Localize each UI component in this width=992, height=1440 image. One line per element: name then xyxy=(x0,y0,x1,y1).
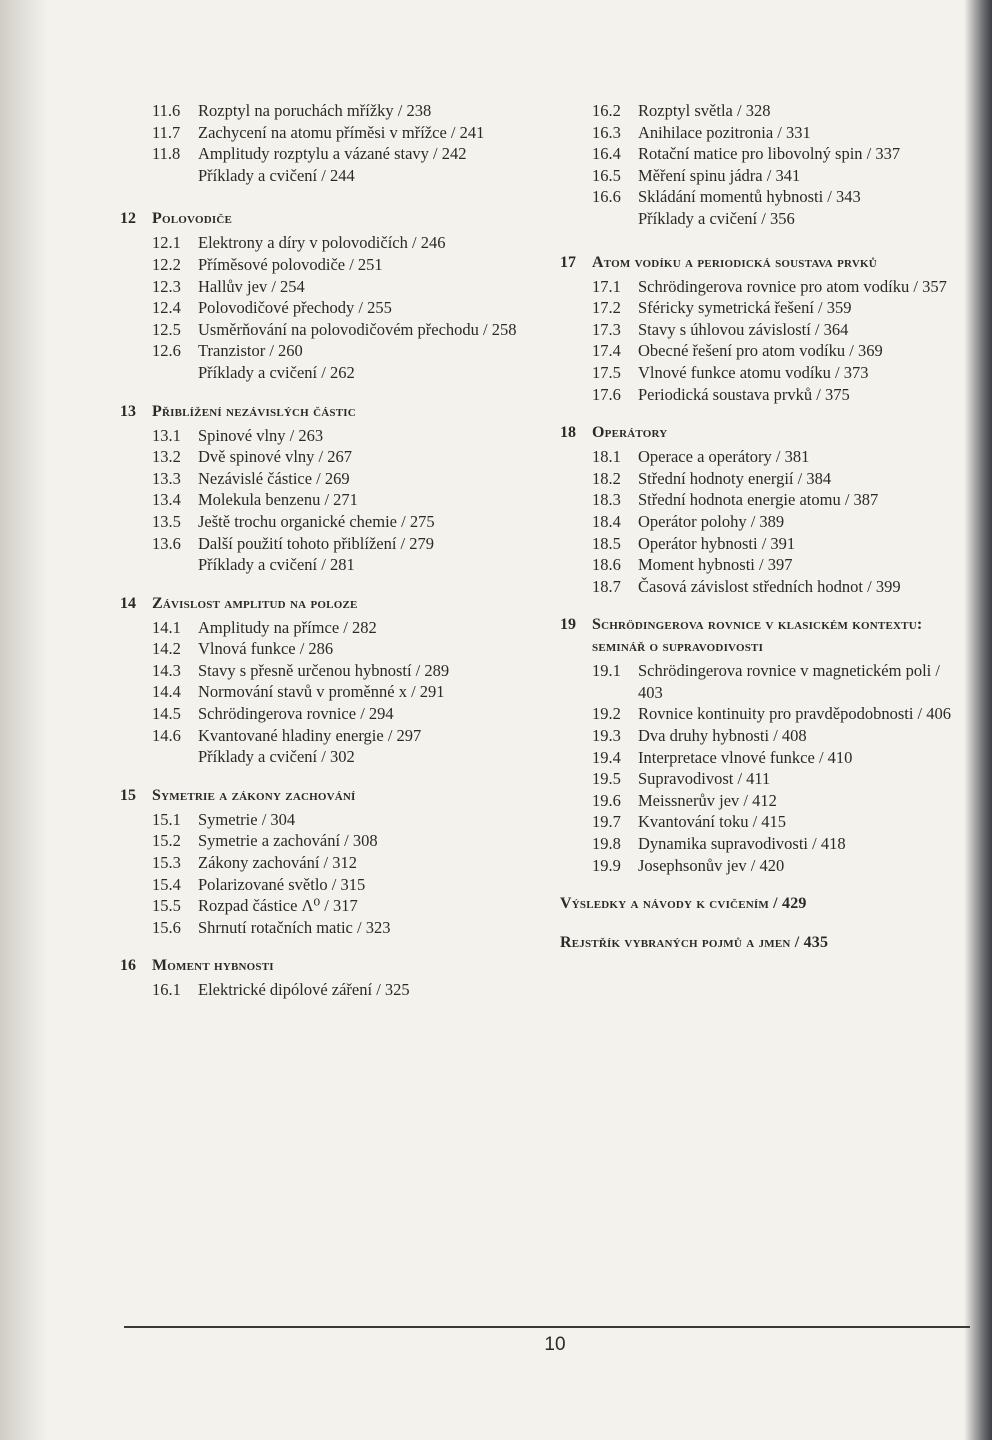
section-title: Rozpad částice Λ⁰ / 317 xyxy=(198,896,358,916)
toc-entry xyxy=(120,297,550,319)
chapter-heading xyxy=(560,932,960,954)
toc-entry xyxy=(120,446,550,468)
toc-entry xyxy=(120,100,550,122)
section-number: 15.2 xyxy=(152,831,181,851)
chapter-title: Rejstřík vybraných pojmů a jmen / 435 xyxy=(560,934,829,952)
section-number: 18.3 xyxy=(592,490,621,510)
section-number: 12.2 xyxy=(152,254,181,274)
section-number: 18.5 xyxy=(592,533,621,553)
chapter-title: Moment hybnosti xyxy=(152,957,274,975)
section-number: 17.4 xyxy=(592,341,621,361)
section-number: 16.6 xyxy=(592,187,621,207)
section-number: 13.2 xyxy=(152,447,181,467)
toc-entry xyxy=(120,809,550,831)
section-number: 19.8 xyxy=(592,834,621,854)
section-number: 12.5 xyxy=(152,319,181,339)
section-title: Operace a operátory / 381 xyxy=(638,447,810,467)
toc-entry xyxy=(560,122,960,144)
section-title: Periodická soustava prvků / 375 xyxy=(638,384,850,404)
section-title: Operátor polohy / 389 xyxy=(638,511,785,531)
section-number: 19.5 xyxy=(592,769,621,789)
section-title: Vlnové funkce atomu vodíku / 373 xyxy=(638,362,869,382)
chapter-title: Přiblížení nezávislých částic xyxy=(152,402,356,420)
toc-entry xyxy=(560,446,960,468)
section-number: 17.1 xyxy=(592,276,621,296)
toc-entry xyxy=(120,703,550,725)
section-title: Polovodičové přechody / 255 xyxy=(198,298,392,318)
toc-entry xyxy=(120,638,550,660)
section-number: 13.6 xyxy=(152,533,181,553)
section-title: Rozptyl světla / 328 xyxy=(638,101,771,120)
section-title: Nezávislé částice / 269 xyxy=(198,468,350,488)
examples-entry: Příklady a cvičení / 244 xyxy=(198,165,355,185)
toc-entry xyxy=(560,100,960,122)
section-number: 18.6 xyxy=(592,555,621,575)
section-title: Normování stavů v proměnné x / 291 xyxy=(198,682,445,702)
toc-entry xyxy=(120,533,550,555)
footer-rule xyxy=(124,1326,970,1328)
section-title: Vlnová funkce / 286 xyxy=(198,639,334,659)
section-title: Symetrie a zachování / 308 xyxy=(198,831,378,851)
chapter-heading xyxy=(560,893,960,915)
toc-entry xyxy=(120,660,550,682)
section-title: Amplitudy na přímce / 282 xyxy=(198,617,377,637)
page-right-fold xyxy=(964,0,992,1440)
toc-entry xyxy=(560,554,960,576)
section-number: 18.4 xyxy=(592,511,621,531)
toc-entry xyxy=(560,725,960,747)
section-title: Interpretace vlnové funkce / 410 xyxy=(638,747,853,767)
chapter-number: 13 xyxy=(120,402,136,420)
section-number: 18.2 xyxy=(592,468,621,488)
toc-entry xyxy=(120,468,550,490)
toc-entry xyxy=(560,855,960,877)
section-number: 19.3 xyxy=(592,726,621,746)
section-number: 19.4 xyxy=(592,747,621,767)
section-number: 12.3 xyxy=(152,276,181,296)
toc-entry xyxy=(120,979,550,1001)
section-title: Elektrony a díry v polovodičích / 246 xyxy=(198,233,446,253)
toc-chapter xyxy=(560,893,960,915)
toc-entry xyxy=(120,617,550,639)
section-number: 14.2 xyxy=(152,639,181,659)
toc-entry xyxy=(120,340,550,362)
chapter-title: Symetrie a zákony zachování xyxy=(152,786,356,804)
section-number: 18.1 xyxy=(592,447,621,467)
section-number: 18.7 xyxy=(592,576,621,596)
toc-entry xyxy=(560,747,960,769)
toc-entry xyxy=(560,340,960,362)
section-number: 17.5 xyxy=(592,362,621,382)
chapter-number: 16 xyxy=(120,957,136,975)
section-title: Měření spinu jádra / 341 xyxy=(638,165,801,185)
chapter-number: 12 xyxy=(120,210,136,228)
section-title: Schrödingerova rovnice pro atom vodíku / 357 xyxy=(638,276,947,296)
section-number: 16.1 xyxy=(152,980,181,1000)
section-number: 16.4 xyxy=(592,144,621,164)
toc-entry xyxy=(120,830,550,852)
section-title: Časová závislost středních hodnot / 399 xyxy=(638,576,901,596)
section-title: Zachycení na atomu příměsi v mřížce / 241 xyxy=(198,122,485,142)
section-title: Střední hodnota energie atomu / 387 xyxy=(638,490,879,510)
toc-entry xyxy=(560,511,960,533)
examples-entry: Příklady a cvičení / 302 xyxy=(198,747,355,767)
section-title: Supravodivost / 411 xyxy=(638,769,771,789)
section-title: Sféricky symetrická řešení / 359 xyxy=(638,298,852,318)
section-title: Kvantované hladiny energie / 297 xyxy=(198,725,422,745)
section-title: Ještě trochu organické chemie / 275 xyxy=(198,511,435,531)
section-title: Tranzistor / 260 xyxy=(198,341,303,361)
toc-entry xyxy=(560,319,960,341)
toc-entry xyxy=(120,725,550,747)
toc-entry xyxy=(560,660,960,703)
section-title: Dvě spinové vlny / 267 xyxy=(198,447,352,467)
section-title: Elektrické dipólové záření / 325 xyxy=(198,980,410,1000)
chapter-number: 18 xyxy=(560,424,576,442)
chapter-heading xyxy=(560,252,960,274)
section-number: 11.8 xyxy=(152,144,181,164)
section-number: 12.6 xyxy=(152,341,181,361)
section-title: Moment hybnosti / 397 xyxy=(638,555,793,575)
toc-entry xyxy=(560,768,960,790)
chapter-heading xyxy=(120,401,550,423)
toc-chapter xyxy=(120,955,550,1001)
chapter-number: 19 xyxy=(560,616,576,634)
section-title: Amplitudy rozptylu a vázané stavy / 242 xyxy=(198,144,467,164)
section-number: 15.1 xyxy=(152,809,181,829)
toc-chapter xyxy=(560,422,960,597)
section-number: 15.3 xyxy=(152,853,181,873)
section-title: Zákony zachování / 312 xyxy=(198,853,357,873)
chapter-number: 17 xyxy=(560,253,576,271)
toc-right-column xyxy=(560,100,960,971)
chapter-title: Závislost amplitud na poloze xyxy=(152,594,358,612)
chapter-heading xyxy=(120,955,550,977)
toc-chapter xyxy=(120,593,550,768)
toc-entry xyxy=(120,254,550,276)
section-number: 13.5 xyxy=(152,511,181,531)
section-title: Schrödingerova rovnice / 294 xyxy=(198,704,394,724)
toc-entry xyxy=(560,833,960,855)
toc-entry xyxy=(560,362,960,384)
section-number: 19.6 xyxy=(592,790,621,810)
toc-entry xyxy=(560,811,960,833)
toc-entry xyxy=(560,143,960,165)
section-title: Kvantování toku / 415 xyxy=(638,812,787,832)
section-number: 12.1 xyxy=(152,233,181,253)
toc-entry xyxy=(120,143,550,165)
section-title: Dynamika supravodivosti / 418 xyxy=(638,834,846,854)
examples-entry: Příklady a cvičení / 356 xyxy=(638,208,795,228)
section-title: Polarizované světlo / 315 xyxy=(198,874,366,894)
section-title: Obecné řešení pro atom vodíku / 369 xyxy=(638,341,883,361)
section-title: Anihilace pozitronia / 331 xyxy=(638,122,811,142)
section-number: 17.6 xyxy=(592,384,621,404)
section-title: Spinové vlny / 263 xyxy=(198,425,324,445)
section-number: 17.2 xyxy=(592,298,621,318)
toc-chapter xyxy=(560,614,960,876)
section-title: Dva druhy hybnosti / 408 xyxy=(638,726,807,746)
page-number: 10 xyxy=(544,1334,566,1355)
section-number: 14.4 xyxy=(152,682,181,702)
toc-entry xyxy=(120,276,550,298)
section-title: Skládání momentů hybnosti / 343 xyxy=(638,187,861,207)
section-number: 14.6 xyxy=(152,725,181,745)
chapter-heading xyxy=(120,208,550,230)
toc-chapter xyxy=(120,785,550,939)
section-number: 19.1 xyxy=(592,661,621,681)
chapter-title: Atom vodíku a periodická soustava prvků xyxy=(592,253,877,271)
toc-chapter xyxy=(120,208,550,383)
toc-entry xyxy=(560,533,960,555)
toc-entry xyxy=(120,232,550,254)
section-number: 11.6 xyxy=(152,101,181,120)
section-title: Usměrňování na polovodičovém přechodu / 258 xyxy=(198,319,517,339)
toc-chapter xyxy=(560,932,960,954)
section-number: 15.6 xyxy=(152,917,181,937)
toc-chapter xyxy=(560,100,960,230)
toc-entry xyxy=(120,319,550,341)
section-title: Rotační matice pro libovolný spin / 337 xyxy=(638,144,901,164)
section-number: 13.3 xyxy=(152,468,181,488)
toc-entry xyxy=(560,165,960,187)
toc-entry xyxy=(120,917,550,939)
section-number: 16.2 xyxy=(592,101,621,120)
section-title: Rovnice kontinuity pro pravděpodobnosti / 406 xyxy=(638,704,952,724)
section-number: 13.4 xyxy=(152,490,181,510)
section-title: Hallův jev / 254 xyxy=(198,276,305,296)
section-number: 19.7 xyxy=(592,812,621,832)
chapter-title: Polovodiče xyxy=(152,210,233,228)
toc-entry xyxy=(560,186,960,208)
toc-entry xyxy=(560,384,960,406)
section-title: Shrnutí rotačních matic / 323 xyxy=(198,917,391,937)
section-title: Molekula benzenu / 271 xyxy=(198,490,358,510)
examples-entry: Příklady a cvičení / 262 xyxy=(198,362,355,382)
section-title: Stavy s úhlovou závislostí / 364 xyxy=(638,319,849,339)
chapter-title: Operátory xyxy=(592,424,668,442)
section-number: 12.4 xyxy=(152,298,181,318)
section-title: Meissnerův jev / 412 xyxy=(638,790,777,810)
section-number: 16.3 xyxy=(592,122,621,142)
toc-entry xyxy=(120,681,550,703)
section-title: Příměsové polovodiče / 251 xyxy=(198,254,383,274)
chapter-heading xyxy=(560,422,960,444)
chapter-title: Výsledky a návody k cvičením / 429 xyxy=(560,895,807,913)
toc-entry xyxy=(560,468,960,490)
chapter-title: Schrödingerova rovnice v klasickém kontextu: seminář o supravodivosti xyxy=(592,616,923,656)
section-title: Operátor hybnosti / 391 xyxy=(638,533,796,553)
toc-left-column xyxy=(120,100,550,1018)
section-number: 17.3 xyxy=(592,319,621,339)
section-number: 15.4 xyxy=(152,874,181,894)
toc-entry xyxy=(560,703,960,725)
toc-entry xyxy=(560,489,960,511)
section-title: Střední hodnoty energií / 384 xyxy=(638,468,832,488)
section-title: Další použití tohoto přiblížení / 279 xyxy=(198,533,435,553)
chapter-number: 15 xyxy=(120,786,136,804)
toc-chapter xyxy=(560,252,960,406)
section-number: 19.9 xyxy=(592,855,621,875)
section-title: Symetrie / 304 xyxy=(198,809,296,829)
chapter-heading xyxy=(120,785,550,807)
section-title: Josephsonův jev / 420 xyxy=(638,855,785,875)
section-title: Rozptyl na poruchách mřížky / 238 xyxy=(198,101,432,120)
toc-entry xyxy=(120,122,550,144)
chapter-heading xyxy=(120,593,550,615)
section-number: 14.5 xyxy=(152,704,181,724)
toc-entry xyxy=(560,297,960,319)
toc-entry xyxy=(560,276,960,298)
toc-chapter xyxy=(120,100,550,186)
toc-chapter xyxy=(120,401,550,576)
chapter-heading xyxy=(560,614,960,658)
section-title: Schrödingerova rovnice v magnetickém poli / 403 xyxy=(638,661,940,702)
section-number: 15.5 xyxy=(152,896,181,916)
toc-entry xyxy=(120,511,550,533)
section-title: Stavy s přesně určenou hybností / 289 xyxy=(198,660,450,680)
toc-entry xyxy=(120,852,550,874)
page-left-edge xyxy=(0,0,48,1440)
toc-entry xyxy=(120,425,550,447)
toc-entry xyxy=(120,489,550,511)
section-number: 13.1 xyxy=(152,425,181,445)
section-number: 16.5 xyxy=(592,165,621,185)
toc-entry xyxy=(560,790,960,812)
examples-entry: Příklady a cvičení / 281 xyxy=(198,555,355,575)
chapter-number: 14 xyxy=(120,594,136,612)
section-number: 14.3 xyxy=(152,660,181,680)
section-number: 11.7 xyxy=(152,122,181,142)
toc-entry xyxy=(560,576,960,598)
section-number: 14.1 xyxy=(152,617,181,637)
toc-entry xyxy=(120,895,550,917)
toc-entry xyxy=(120,874,550,896)
section-number: 19.2 xyxy=(592,704,621,724)
